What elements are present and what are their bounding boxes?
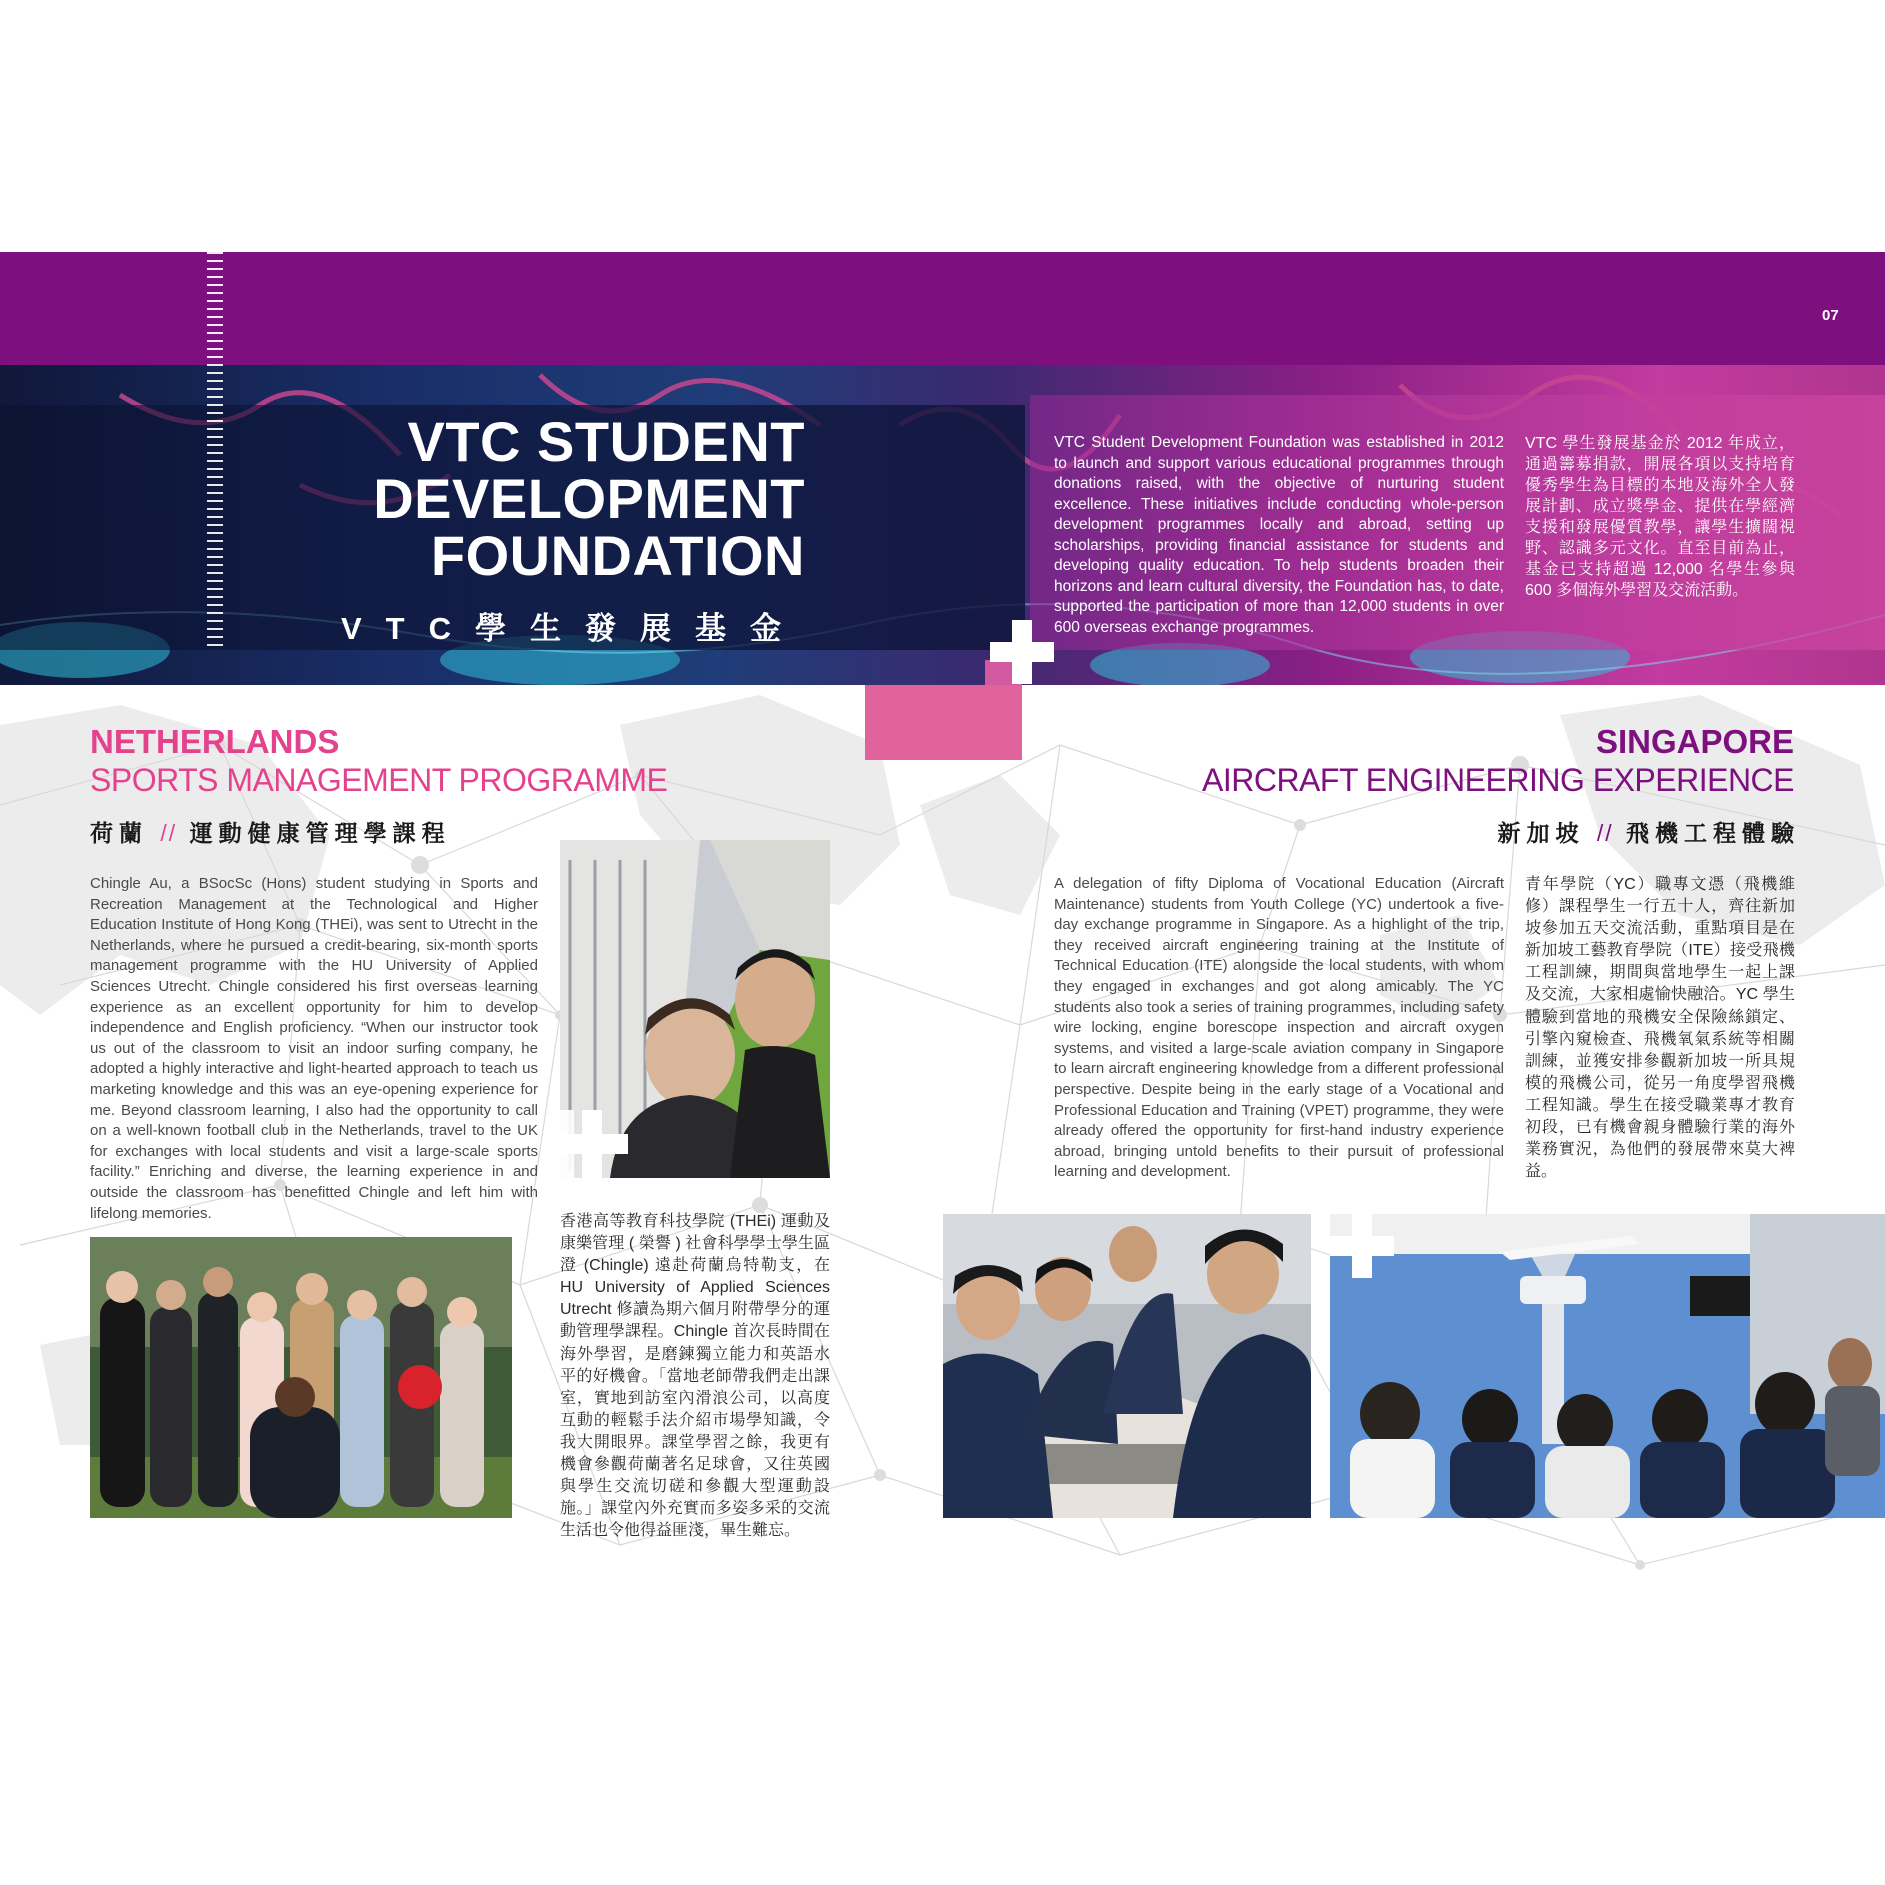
netherlands-body-chinese: 香港高等教育科技學院 (THEi) 運動及康樂管理 ( 榮譽 ) 社會科學學士學生區澄 (Chingle) 遠赴荷蘭烏特勒支，在 HU University of Applied Sciences Utrecht 修讀為期六個月附帶學分的運動管理學課程。Chingle 首次長時間在海外學習，是磨鍊獨立能力和英語水平的好機會。「當地老師帶我們走出課室，實地到訪室內滑浪公司，以高度互動的輕鬆手法介紹市場學知識，令我大開眼界。課堂學習之餘，我更有機會參觀荷蘭著名足球會，又往英國與學生交流切磋和參觀大型運動設施。」課堂內外充實而多姿多采的交流生活也令他得益匪淺，畢生難忘。	[560, 1213, 830, 1540]
section-heading-chinese-netherlands	[90, 815, 451, 848]
section-heading-chinese-singapore	[1497, 815, 1800, 848]
photo-selfie	[560, 840, 830, 1178]
plus-icon	[1330, 1214, 1394, 1278]
singapore-body-english: A delegation of fifty Diploma of Vocational Education (Aircraft Maintenance) students from Youth College (YC) undertook a five-day exchange programme in Singapore. As a highlight of the trip, they received aircraft engineering training at the Institute of Technical Education (ITE) alongside the local students, with whom they engaged in exchanges and got along amicably. The YC students also took a series of training programmes, including safety wire locking, engine borescope inspection and aircraft oxygen systems, and visited a large-scale aviation company in Singapore to learn aircraft engineering knowledge from a different professional perspective. Despite being in the early stage of a Vocational and Professional Education and Training (VPET) programme, they were already offered the opportunity for first-hand industry experience abroad, bringing untold benefits to their pursuit of professional learning and development.	[1054, 875, 1504, 1181]
title-line: VTC STUDENT	[407, 410, 805, 473]
country-chinese: 新加坡	[1497, 820, 1585, 846]
photo-classroom	[1330, 1214, 1885, 1518]
section-programme-netherlands: SPORTS MANAGEMENT PROGRAMME	[90, 762, 668, 798]
country-chinese: 荷蘭	[90, 820, 148, 846]
separator: //	[160, 820, 178, 846]
page-title	[373, 410, 805, 587]
separator: //	[1596, 820, 1614, 846]
page-title-chinese: VTC學生發展基金	[341, 611, 805, 646]
intro-text-chinese: VTC 學生發展基金於 2012 年成立，通過籌募捐款，開展各項以支持培育優秀學生為目標的本地及海外全人發展計劃、成立獎學金、提供在學經濟支援和發展優質教學，讓學生擴闊視野、認識多元文化。直至目前為止，基金已支持超過 12,000 名學生參與 600 多個海外學習及交流活動。	[1525, 435, 1795, 599]
decorative-pink-square	[865, 685, 1022, 760]
page-number: 07	[1822, 307, 1839, 324]
plus-icon	[990, 620, 1054, 684]
programme-chinese: 飛機工程體驗	[1626, 820, 1800, 846]
title-line: FOUNDATION	[430, 524, 805, 587]
intro-text-english: VTC Student Development Foundation was established in 2012 to launch and support various educational programmes through donations raised, with the objective of nurturing student excellence. These initiatives include conducting whole-person development programmes locally and abroad, setting up scholarships, providing financial assistance for students and developing quality education. To help students broaden their horizons and learn cultural diversity, the Foundation has, to date, supported the participation of more than 12,000 students in over 600 overseas exchange programmes.	[1054, 434, 1504, 636]
title-line: DEVELOPMENT	[373, 467, 805, 530]
header-band	[0, 252, 1885, 365]
section-country-netherlands: NETHERLANDS	[90, 723, 340, 760]
plus-icon	[560, 1110, 628, 1178]
photo-group	[90, 1237, 512, 1518]
programme-chinese: 運動健康管理學課程	[189, 820, 451, 846]
decorative-stripes	[207, 252, 223, 652]
section-programme-singapore: AIRCRAFT ENGINEERING EXPERIENCE	[1201, 762, 1794, 798]
section-country-singapore: SINGAPORE	[1595, 723, 1794, 760]
singapore-body-chinese: 青年學院（YC）職專文憑（飛機維修）課程學生一行五十人，齊往新加坡參加五天交流活動，重點項目是在新加坡工藝教育學院（ITE）接受飛機工程訓練，期間與當地學生一起上課及交流，大家相處愉快融洽。YC 學生體驗到當地的飛機安全保險絲鎖定、引擎內窺檢查、飛機氧氣系統等相關訓練，並獲安排參觀新加坡一所具規模的飛機公司，從另一角度學習飛機工程知識。學生在接受職業專才教育初段，已有機會親身體驗行業的海外業務實況，為他們的發展帶來莫大裨益。	[1525, 876, 1795, 1181]
netherlands-body-english: Chingle Au, a BSocSc (Hons) student studying in Sports and Recreation Management at the Technological and Higher Education Institute of Hong Kong (THEi), was sent to Utrecht in the Netherlands, where he pursued a credit-bearing, six-month sports management programme with the HU University of Applied Sciences Utrecht. Chingle considered his first overseas learning experience as an excellent opportunity for him to develop independence and English proficiency. “When our instructor took us out of the classroom to visit an indoor surfing company, he adopted a highly interactive and light-hearted approach to teach us marketing knowledge and this was an eye-opening experience for me. Beyond classroom learning, I also had the opportunity to call on a well-known football club in the Netherlands, travel to the UK for exchanges with local students and visit a large-scale sports facility.” Enriching and diverse, the learning experience in and outside the classroom has benefitted Chingle and left him with lifelong memories.	[90, 875, 538, 1222]
photo-workshop	[943, 1214, 1311, 1518]
